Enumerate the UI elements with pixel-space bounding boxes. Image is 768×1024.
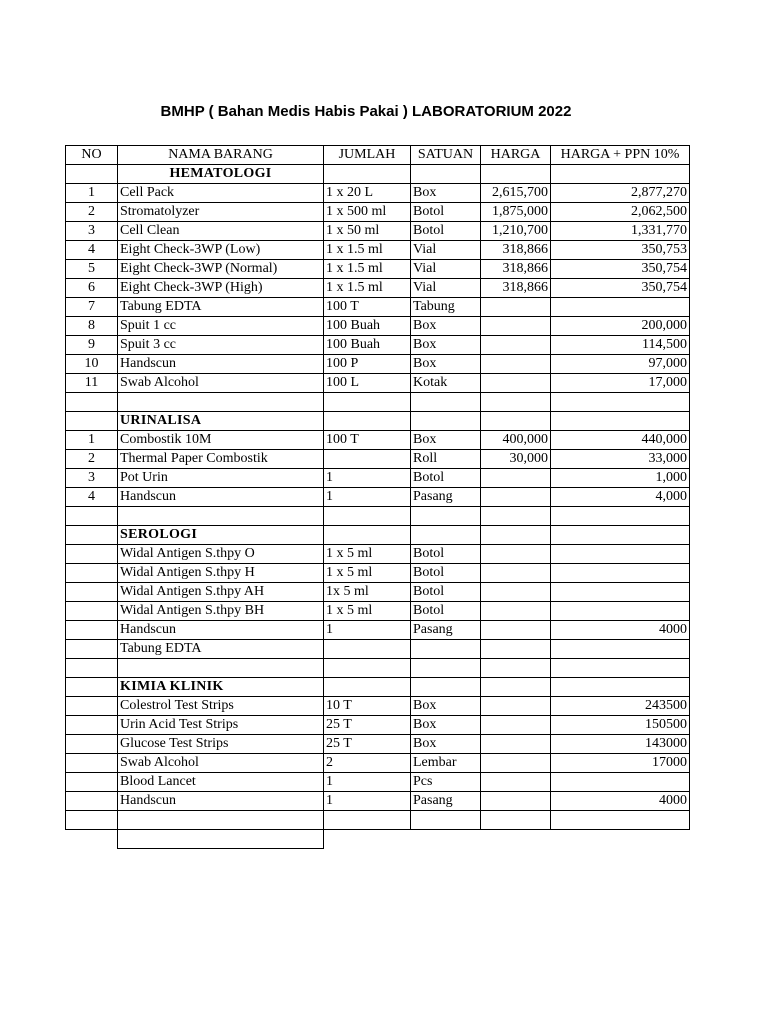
item-unit: Lembar bbox=[411, 754, 481, 773]
section-title: SEROLOGI bbox=[118, 526, 324, 545]
empty-cell bbox=[551, 811, 690, 830]
item-qty bbox=[324, 450, 411, 469]
item-no: 4 bbox=[66, 488, 118, 507]
item-no: 6 bbox=[66, 279, 118, 298]
item-price-ppn bbox=[551, 773, 690, 792]
empty-cell bbox=[324, 526, 411, 545]
item-price-ppn: 243500 bbox=[551, 697, 690, 716]
item-no: 1 bbox=[66, 184, 118, 203]
item-price bbox=[481, 488, 551, 507]
empty-cell bbox=[481, 659, 551, 678]
item-qty: 25 T bbox=[324, 716, 411, 735]
item-no bbox=[66, 697, 118, 716]
item-name: Widal Antigen S.thpy AH bbox=[118, 583, 324, 602]
item-name: Cell Clean bbox=[118, 222, 324, 241]
table-row bbox=[66, 450, 690, 469]
item-price bbox=[481, 735, 551, 754]
empty-cell bbox=[481, 412, 551, 431]
empty-cell bbox=[481, 526, 551, 545]
item-price-ppn: 200,000 bbox=[551, 317, 690, 336]
item-name: Tabung EDTA bbox=[118, 640, 324, 659]
item-unit: Vial bbox=[411, 279, 481, 298]
no-cell bbox=[66, 165, 118, 184]
item-qty: 1 x 5 ml bbox=[324, 545, 411, 564]
item-price bbox=[481, 697, 551, 716]
item-price-ppn: 350,754 bbox=[551, 279, 690, 298]
item-qty: 1 x 5 ml bbox=[324, 602, 411, 621]
item-no: 2 bbox=[66, 450, 118, 469]
item-name: Swab Alcohol bbox=[118, 754, 324, 773]
item-unit: Botol bbox=[411, 222, 481, 241]
item-name: Thermal Paper Combostik bbox=[118, 450, 324, 469]
empty-cell bbox=[551, 393, 690, 412]
item-price bbox=[481, 583, 551, 602]
empty-cell bbox=[411, 659, 481, 678]
item-price bbox=[481, 716, 551, 735]
blank-cell bbox=[66, 830, 118, 849]
item-unit: Box bbox=[411, 697, 481, 716]
empty-cell bbox=[324, 412, 411, 431]
item-name: Handscun bbox=[118, 355, 324, 374]
item-qty: 100 L bbox=[324, 374, 411, 393]
empty-cell bbox=[324, 393, 411, 412]
no-cell bbox=[66, 678, 118, 697]
table-row bbox=[66, 298, 690, 317]
empty-cell bbox=[411, 678, 481, 697]
empty-cell bbox=[551, 678, 690, 697]
table-row bbox=[66, 279, 690, 298]
item-price bbox=[481, 792, 551, 811]
item-price-ppn: 350,754 bbox=[551, 260, 690, 279]
item-unit: Botol bbox=[411, 602, 481, 621]
item-price bbox=[481, 355, 551, 374]
item-unit: Box bbox=[411, 184, 481, 203]
header-nama-barang: NAMA BARANG bbox=[118, 146, 324, 165]
item-price bbox=[481, 602, 551, 621]
item-qty: 1 x 50 ml bbox=[324, 222, 411, 241]
item-price-ppn bbox=[551, 564, 690, 583]
item-price: 318,866 bbox=[481, 241, 551, 260]
item-no bbox=[66, 754, 118, 773]
item-unit: Roll bbox=[411, 450, 481, 469]
section-row bbox=[66, 678, 690, 697]
table-row bbox=[66, 602, 690, 621]
item-name: Tabung EDTA bbox=[118, 298, 324, 317]
empty-cell bbox=[66, 659, 118, 678]
table-row bbox=[66, 374, 690, 393]
table-row bbox=[66, 203, 690, 222]
table-row bbox=[66, 621, 690, 640]
empty-cell bbox=[324, 165, 411, 184]
header-satuan: SATUAN bbox=[411, 146, 481, 165]
item-name: Stromatolyzer bbox=[118, 203, 324, 222]
empty-cell bbox=[551, 412, 690, 431]
table-row bbox=[66, 754, 690, 773]
item-no: 11 bbox=[66, 374, 118, 393]
empty-cell bbox=[481, 811, 551, 830]
empty-cell bbox=[118, 830, 324, 849]
item-name: Pot Urin bbox=[118, 469, 324, 488]
table-body bbox=[66, 165, 690, 849]
empty-cell bbox=[118, 393, 324, 412]
section-row bbox=[66, 165, 690, 184]
item-qty: 100 P bbox=[324, 355, 411, 374]
item-name: Eight Check-3WP (Normal) bbox=[118, 260, 324, 279]
item-name: Widal Antigen S.thpy BH bbox=[118, 602, 324, 621]
section-title: KIMIA KLINIK bbox=[118, 678, 324, 697]
item-name: Spuit 3 cc bbox=[118, 336, 324, 355]
item-price: 2,615,700 bbox=[481, 184, 551, 203]
item-qty: 1 bbox=[324, 621, 411, 640]
item-qty: 1 bbox=[324, 488, 411, 507]
empty-cell bbox=[551, 526, 690, 545]
table-row bbox=[66, 241, 690, 260]
item-price-ppn: 2,062,500 bbox=[551, 203, 690, 222]
item-qty: 100 T bbox=[324, 431, 411, 450]
item-unit: Box bbox=[411, 317, 481, 336]
empty-row bbox=[66, 393, 690, 412]
item-price bbox=[481, 754, 551, 773]
table-row bbox=[66, 355, 690, 374]
item-name: Eight Check-3WP (Low) bbox=[118, 241, 324, 260]
item-no bbox=[66, 792, 118, 811]
item-no bbox=[66, 621, 118, 640]
empty-cell bbox=[481, 507, 551, 526]
item-price-ppn: 4,000 bbox=[551, 488, 690, 507]
item-price bbox=[481, 336, 551, 355]
item-no: 3 bbox=[66, 222, 118, 241]
table-row bbox=[66, 640, 690, 659]
item-unit: Pcs bbox=[411, 773, 481, 792]
item-name: Combostik 10M bbox=[118, 431, 324, 450]
item-no: 10 bbox=[66, 355, 118, 374]
item-unit: Box bbox=[411, 735, 481, 754]
item-price-ppn bbox=[551, 602, 690, 621]
item-qty: 1 x 500 ml bbox=[324, 203, 411, 222]
item-price bbox=[481, 469, 551, 488]
empty-cell bbox=[66, 507, 118, 526]
item-unit: Botol bbox=[411, 583, 481, 602]
empty-cell bbox=[551, 165, 690, 184]
item-price: 318,866 bbox=[481, 279, 551, 298]
item-price-ppn: 4000 bbox=[551, 621, 690, 640]
item-unit: Box bbox=[411, 716, 481, 735]
table-row bbox=[66, 697, 690, 716]
empty-cell bbox=[411, 526, 481, 545]
empty-cell bbox=[551, 659, 690, 678]
item-name: Handscun bbox=[118, 792, 324, 811]
item-price bbox=[481, 545, 551, 564]
table-row bbox=[66, 773, 690, 792]
item-qty: 25 T bbox=[324, 735, 411, 754]
table-row bbox=[66, 184, 690, 203]
item-name: Widal Antigen S.thpy H bbox=[118, 564, 324, 583]
item-no: 1 bbox=[66, 431, 118, 450]
item-name: Widal Antigen S.thpy O bbox=[118, 545, 324, 564]
item-price-ppn: 4000 bbox=[551, 792, 690, 811]
item-price-ppn: 440,000 bbox=[551, 431, 690, 450]
empty-row bbox=[66, 507, 690, 526]
table-row bbox=[66, 336, 690, 355]
table-row bbox=[66, 317, 690, 336]
item-price bbox=[481, 317, 551, 336]
table-row bbox=[66, 222, 690, 241]
section-title: URINALISA bbox=[118, 412, 324, 431]
item-qty: 2 bbox=[324, 754, 411, 773]
table-row bbox=[66, 735, 690, 754]
item-price-ppn bbox=[551, 583, 690, 602]
item-no bbox=[66, 564, 118, 583]
item-no: 3 bbox=[66, 469, 118, 488]
item-price bbox=[481, 298, 551, 317]
table-row bbox=[66, 488, 690, 507]
item-qty: 1 bbox=[324, 792, 411, 811]
item-unit: Vial bbox=[411, 260, 481, 279]
item-qty: 1 x 1.5 ml bbox=[324, 279, 411, 298]
empty-cell bbox=[118, 507, 324, 526]
empty-cell bbox=[411, 393, 481, 412]
item-price-ppn: 33,000 bbox=[551, 450, 690, 469]
item-price-ppn bbox=[551, 640, 690, 659]
item-qty: 10 T bbox=[324, 697, 411, 716]
table-row bbox=[66, 792, 690, 811]
item-no: 4 bbox=[66, 241, 118, 260]
item-unit: Vial bbox=[411, 241, 481, 260]
item-price-ppn bbox=[551, 545, 690, 564]
item-price-ppn: 1,331,770 bbox=[551, 222, 690, 241]
item-price bbox=[481, 564, 551, 583]
item-no: 7 bbox=[66, 298, 118, 317]
item-qty: 1 bbox=[324, 469, 411, 488]
empty-cell bbox=[551, 507, 690, 526]
item-name: Handscun bbox=[118, 621, 324, 640]
item-price: 318,866 bbox=[481, 260, 551, 279]
item-price-ppn: 143000 bbox=[551, 735, 690, 754]
item-qty: 100 Buah bbox=[324, 317, 411, 336]
table-row bbox=[66, 583, 690, 602]
empty-cell bbox=[66, 811, 118, 830]
empty-cell bbox=[481, 165, 551, 184]
item-name: Eight Check-3WP (High) bbox=[118, 279, 324, 298]
item-price: 30,000 bbox=[481, 450, 551, 469]
empty-cell bbox=[324, 678, 411, 697]
item-name: Blood Lancet bbox=[118, 773, 324, 792]
section-row bbox=[66, 526, 690, 545]
item-name: Cell Pack bbox=[118, 184, 324, 203]
blank-cell bbox=[324, 830, 411, 849]
item-qty: 1x 5 ml bbox=[324, 583, 411, 602]
header-no: NO bbox=[66, 146, 118, 165]
item-price-ppn: 17,000 bbox=[551, 374, 690, 393]
item-name: Colestrol Test Strips bbox=[118, 697, 324, 716]
document-title: BMHP ( Bahan Medis Habis Pakai ) LABORATORIUM 2022 bbox=[160, 103, 572, 120]
item-no: 9 bbox=[66, 336, 118, 355]
item-unit: Kotak bbox=[411, 374, 481, 393]
item-no: 5 bbox=[66, 260, 118, 279]
empty-cell bbox=[481, 393, 551, 412]
blank-cell bbox=[551, 830, 690, 849]
item-name: Urin Acid Test Strips bbox=[118, 716, 324, 735]
item-price: 400,000 bbox=[481, 431, 551, 450]
empty-cell bbox=[411, 412, 481, 431]
item-unit: Pasang bbox=[411, 621, 481, 640]
item-name: Handscun bbox=[118, 488, 324, 507]
bmhp-table bbox=[65, 145, 690, 849]
table-row bbox=[66, 545, 690, 564]
item-price-ppn: 2,877,270 bbox=[551, 184, 690, 203]
item-unit: Pasang bbox=[411, 488, 481, 507]
item-no: 2 bbox=[66, 203, 118, 222]
header-harga-ppn: HARGA + PPN 10% bbox=[551, 146, 690, 165]
item-unit: Box bbox=[411, 431, 481, 450]
item-price-ppn: 114,500 bbox=[551, 336, 690, 355]
section-row bbox=[66, 412, 690, 431]
table-row bbox=[66, 260, 690, 279]
item-unit: Botol bbox=[411, 564, 481, 583]
item-no bbox=[66, 735, 118, 754]
item-price-ppn: 97,000 bbox=[551, 355, 690, 374]
item-qty: 1 bbox=[324, 773, 411, 792]
empty-row bbox=[66, 659, 690, 678]
item-no: 8 bbox=[66, 317, 118, 336]
item-qty: 100 T bbox=[324, 298, 411, 317]
table-row bbox=[66, 469, 690, 488]
empty-cell bbox=[411, 811, 481, 830]
item-price: 1,875,000 bbox=[481, 203, 551, 222]
no-cell bbox=[66, 412, 118, 431]
item-no bbox=[66, 545, 118, 564]
item-unit: Box bbox=[411, 355, 481, 374]
table-row bbox=[66, 716, 690, 735]
empty-cell bbox=[324, 507, 411, 526]
empty-cell bbox=[481, 678, 551, 697]
item-no bbox=[66, 640, 118, 659]
item-qty: 1 x 5 ml bbox=[324, 564, 411, 583]
item-no bbox=[66, 602, 118, 621]
item-no bbox=[66, 716, 118, 735]
item-price bbox=[481, 621, 551, 640]
item-unit bbox=[411, 640, 481, 659]
empty-row bbox=[66, 811, 690, 830]
item-name: Swab Alcohol bbox=[118, 374, 324, 393]
item-unit: Botol bbox=[411, 469, 481, 488]
item-qty: 1 x 1.5 ml bbox=[324, 260, 411, 279]
item-price: 1,210,700 bbox=[481, 222, 551, 241]
item-price-ppn: 150500 bbox=[551, 716, 690, 735]
item-price-ppn bbox=[551, 298, 690, 317]
item-price bbox=[481, 374, 551, 393]
item-name: Glucose Test Strips bbox=[118, 735, 324, 754]
header-row bbox=[66, 146, 690, 165]
header-harga: HARGA bbox=[481, 146, 551, 165]
empty-cell bbox=[411, 165, 481, 184]
no-cell bbox=[66, 526, 118, 545]
item-unit: Botol bbox=[411, 203, 481, 222]
item-unit: Tabung bbox=[411, 298, 481, 317]
item-price-ppn: 1,000 bbox=[551, 469, 690, 488]
item-qty: 100 Buah bbox=[324, 336, 411, 355]
trailing-row bbox=[66, 830, 690, 849]
blank-cell bbox=[411, 830, 481, 849]
item-unit: Box bbox=[411, 336, 481, 355]
empty-cell bbox=[411, 507, 481, 526]
item-unit: Pasang bbox=[411, 792, 481, 811]
item-name: Spuit 1 cc bbox=[118, 317, 324, 336]
table-row bbox=[66, 564, 690, 583]
empty-cell bbox=[118, 659, 324, 678]
item-price-ppn: 350,753 bbox=[551, 241, 690, 260]
empty-cell bbox=[118, 811, 324, 830]
item-price bbox=[481, 640, 551, 659]
item-qty: 1 x 1.5 ml bbox=[324, 241, 411, 260]
blank-cell bbox=[481, 830, 551, 849]
header-jumlah: JUMLAH bbox=[324, 146, 411, 165]
empty-cell bbox=[66, 393, 118, 412]
section-title: HEMATOLOGI bbox=[118, 165, 324, 184]
item-price-ppn: 17000 bbox=[551, 754, 690, 773]
item-unit: Botol bbox=[411, 545, 481, 564]
empty-cell bbox=[324, 811, 411, 830]
item-price bbox=[481, 773, 551, 792]
item-no bbox=[66, 583, 118, 602]
table-row bbox=[66, 431, 690, 450]
item-qty: 1 x 20 L bbox=[324, 184, 411, 203]
item-no bbox=[66, 773, 118, 792]
item-qty bbox=[324, 640, 411, 659]
empty-cell bbox=[324, 659, 411, 678]
